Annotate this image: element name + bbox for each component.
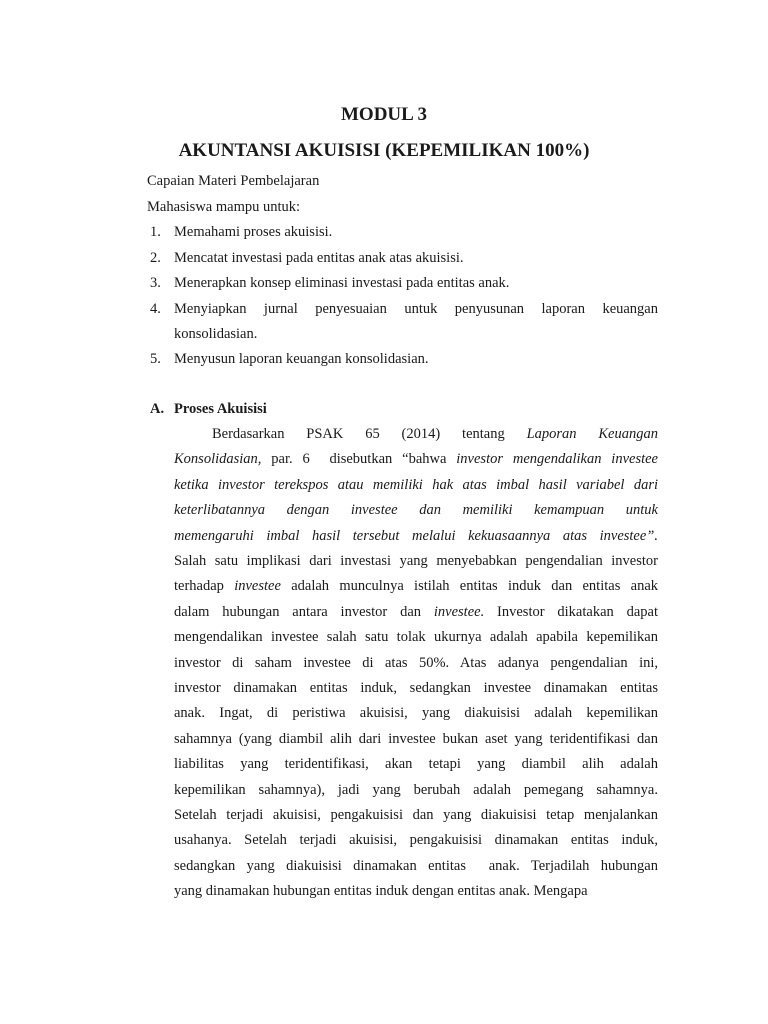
list-item: Menerapkan konsep eliminasi investasi pada entitas anak.	[174, 275, 510, 291]
paragraph-line: memengaruhi imbal hasil tersebut melalui kekuasaannya atas investee”.	[174, 527, 658, 544]
list-item-continuation: konsolidasian.	[174, 326, 258, 342]
paragraph-line: Setelah terjadi akuisisi, pengakuisisi dan yang diakuisisi tetap menjalankan	[174, 807, 658, 823]
list-item-number: 1.	[150, 224, 161, 240]
list-item: Memahami proses akuisisi.	[174, 224, 333, 240]
paragraph-line: keterlibatannya dengan investee dan memiliki kemampuan untuk	[174, 502, 658, 519]
paragraph-line: Konsolidasian, par. 6 disebutkan “bahwa investor mengendalikan investee	[174, 451, 658, 468]
paragraph-line: terhadap investee adalah munculnya istilah entitas induk dan entitas anak	[174, 578, 658, 595]
paragraph-line: ketika investor terekspos atau memiliki hak atas imbal hasil variabel dari	[174, 476, 658, 493]
paragraph-line: sedangkan yang diakuisisi dinamakan entitas anak. Terjadilah hubungan	[174, 857, 658, 874]
list-item-number: 2.	[150, 250, 161, 266]
paragraph-line: liabilitas yang teridentifikasi, akan tetapi yang diambil alih adalah	[174, 756, 658, 773]
paragraph-line: Berdasarkan PSAK 65 (2014) tentang Laporan Keuangan	[212, 426, 658, 442]
list-item: Menyusun laporan keuangan konsolidasian.	[174, 351, 429, 367]
paragraph-line: yang dinamakan hubungan entitas induk dengan entitas anak. Mengapa	[174, 883, 588, 900]
paragraph-line: sahamnya (yang diambil alih dari investee bukan aset yang teridentifikasi dan	[174, 730, 658, 747]
paragraph-line: kepemilikan sahamnya), jadi yang berubah adalah pemegang sahamnya.	[174, 781, 658, 798]
list-item: Menyiapkan jurnal penyesuaian untuk penyusunan laporan keuangan	[174, 301, 658, 317]
paragraph-line: investor dinamakan entitas induk, sedangkan investee dinamakan entitas	[174, 680, 658, 696]
section-heading: Proses Akuisisi	[174, 401, 267, 417]
paragraph-line: investor di saham investee di atas 50%. Atas adanya pengendalian ini,	[174, 654, 658, 671]
paragraph-line: anak. Ingat, di peristiwa akuisisi, yang diakuisisi adalah kepemilikan	[174, 705, 658, 722]
list-item: Mencatat investasi pada entitas anak atas akuisisi.	[174, 250, 464, 266]
module-title: MODUL 3	[340, 104, 428, 125]
list-item-number: 3.	[150, 275, 161, 291]
paragraph-line: dalam hubungan antara investor dan investee. Investor dikatakan dapat	[174, 603, 658, 620]
paragraph-line: usahanya. Setelah terjadi akuisisi, pengakuisisi dinamakan entitas induk,	[174, 832, 658, 849]
list-item-number: 5.	[150, 351, 161, 367]
module-subtitle: AKUNTANSI AKUISISI (KEPEMILIKAN 100%)	[178, 140, 590, 161]
list-item-number: 4.	[150, 301, 161, 317]
learning-outcomes-heading: Capaian Materi Pembelajaran	[147, 173, 320, 189]
paragraph-line: mengendalikan investee salah satu tolak ukurnya adalah apabila kepemilikan	[174, 629, 658, 646]
paragraph-line: Salah satu implikasi dari investasi yang menyebabkan pengendalian investor	[174, 553, 658, 569]
section-letter: A.	[150, 401, 165, 417]
students-able-to: Mahasiswa mampu untuk:	[147, 199, 301, 215]
